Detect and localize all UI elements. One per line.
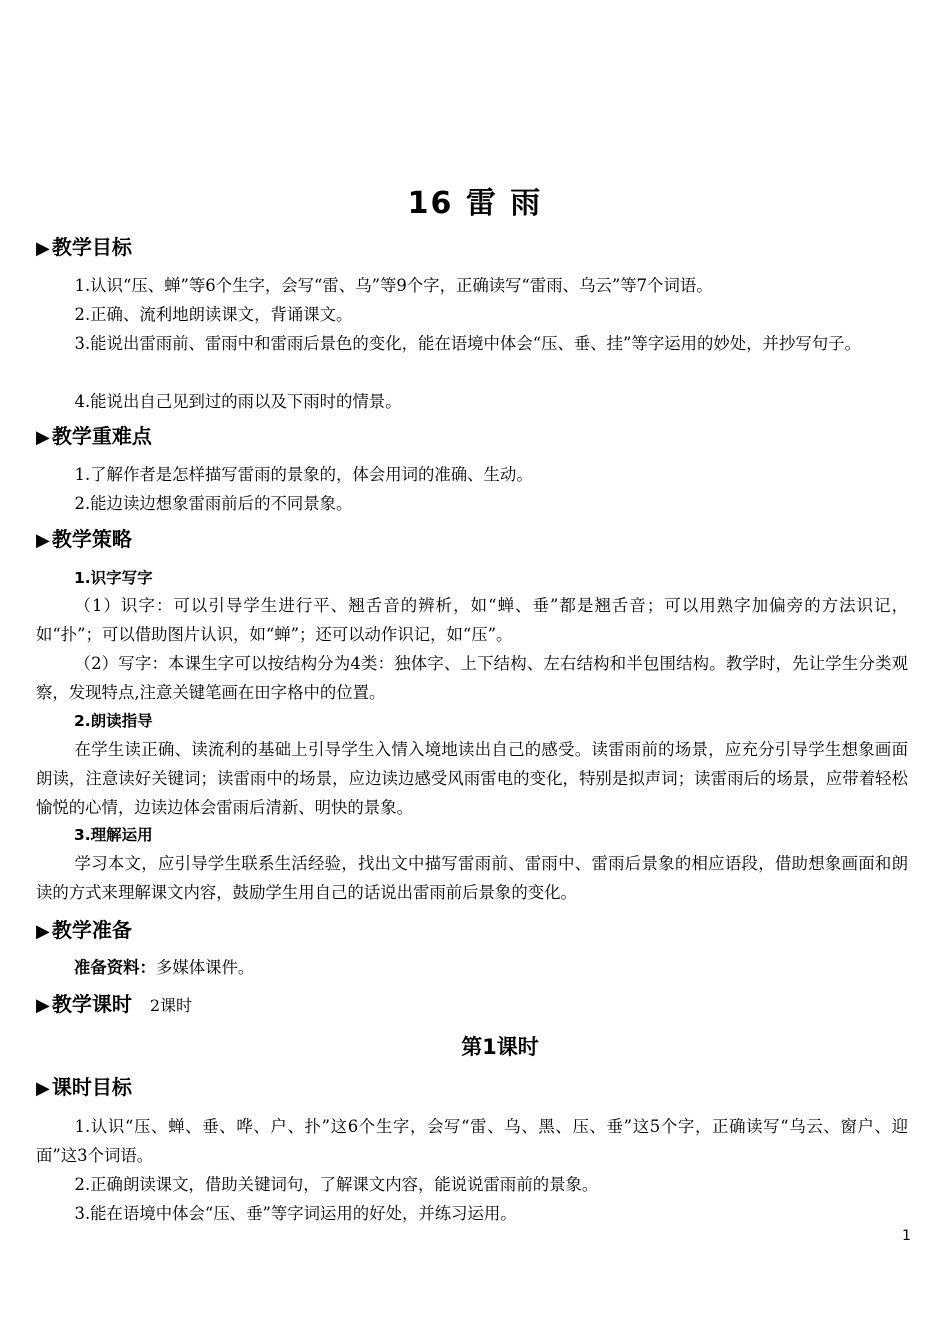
periods-value: 2课时 — [149, 996, 193, 1015]
key-point-item: 1.了解作者是怎样描写雷雨的景象的，体会用词的准确、生动。 — [74, 465, 533, 484]
triangle-bullet-icon: ▶ — [36, 238, 50, 259]
page-title: 16 雷 雨 — [407, 186, 543, 221]
triangle-bullet-icon: ▶ — [36, 427, 50, 448]
goal-item: 2.正确、流利地朗读课文，背诵课文。 — [74, 305, 353, 324]
section-heading-lesson-goals: ▶ 课时目标 — [36, 1075, 132, 1099]
key-point-item: 2.能边读边想象雷雨前后的不同景象。 — [74, 494, 353, 513]
triangle-bullet-icon: ▶ — [36, 921, 50, 942]
preparation-line — [74, 955, 254, 981]
strategy-subheading: 3.理解运用 — [74, 826, 153, 844]
lesson-goal-item: 1.认识“压、蝉、垂、哗、户、扑”这6个生字，会写“雷、乌、黑、压、垂”这5个字，正确读写“乌云、窗户、迎面”这3个词语。 — [36, 1117, 908, 1165]
strategy-paragraph: 学习本文，应引导学生联系生活经验，找出文中描写雷雨前、雷雨中、雷雨后景象的相应语段，借助想象画面和朗读的方式来理解课文内容，鼓励学生用自己的话说出雷雨前后景象的变化。 — [36, 854, 908, 902]
goal-item: 3.能说出雷雨前、雷雨中和雷雨后景色的变化，能在语境中体会“压、垂、挂”等字运用的妙处，并抄写句子。 — [74, 334, 861, 353]
section-heading-preparation: ▶ 教学准备 — [36, 918, 132, 942]
strategy-paragraph: （1）识字：可以引导学生进行平、翘舌音的辨析，如“蝉、垂”都是翘舌音；可以用熟字加偏旁的方法识记，如“扑”；可以借助图片认识，如“蝉”；还可以动作识记，如“压”。 — [36, 596, 908, 644]
strategy-subheading: 1.识字写字 — [74, 569, 153, 587]
strategy-subheading: 2.朗读指导 — [74, 712, 153, 730]
lesson-goal-item: 2.正确朗读课文，借助关键词句，了解课文内容，能说说雷雨前的景象。 — [74, 1175, 599, 1194]
lesson-title: 第1课时 — [461, 1035, 539, 1059]
lesson-goal-item: 3.能在语境中体会“压、垂”等字词运用的好处，并练习运用。 — [74, 1204, 517, 1223]
section-heading-key-points: ▶ 教学重难点 — [36, 424, 152, 448]
strategy-paragraph: 在学生读正确、读流利的基础上引导学生入情入境地读出自己的感受。读雷雨前的场景，应充分引导学生想象画面朗读，注意读好关键词；读雷雨中的场景，应边读边感受风雨雷电的变化，特别是拟声词；读雷雨后的场景，应带着轻松愉悦的心情，边读边体会雷雨后清新、明快的景象。 — [36, 740, 908, 817]
section-heading-periods: ▶ 教学课时 2课时 — [36, 992, 193, 1016]
strategy-paragraph: （2）写字：本课生字可以按结构分为4类：独体字、上下结构、左右结构和半包围结构。教学时，先让学生分类观察，发现特点,注意关键笔画在田字格中的位置。 — [36, 654, 908, 702]
preparation-label: 准备资料： — [74, 958, 156, 977]
triangle-bullet-icon: ▶ — [36, 530, 50, 551]
goal-item: 4.能说出自己见到过的雨以及下雨时的情景。 — [74, 392, 402, 411]
triangle-bullet-icon: ▶ — [36, 995, 50, 1016]
preparation-value: 多媒体课件。 — [155, 958, 255, 977]
section-heading-goals: ▶ 教学目标 — [36, 235, 132, 259]
page-number: 1 — [902, 1228, 911, 1244]
section-heading-strategy: ▶ 教学策略 — [36, 527, 132, 551]
goal-item: 1.认识“压、蝉”等6个生字，会写“雷、乌”等9个字，正确读写“雷雨、乌云”等7个词语。 — [74, 276, 713, 295]
triangle-bullet-icon: ▶ — [36, 1078, 50, 1099]
